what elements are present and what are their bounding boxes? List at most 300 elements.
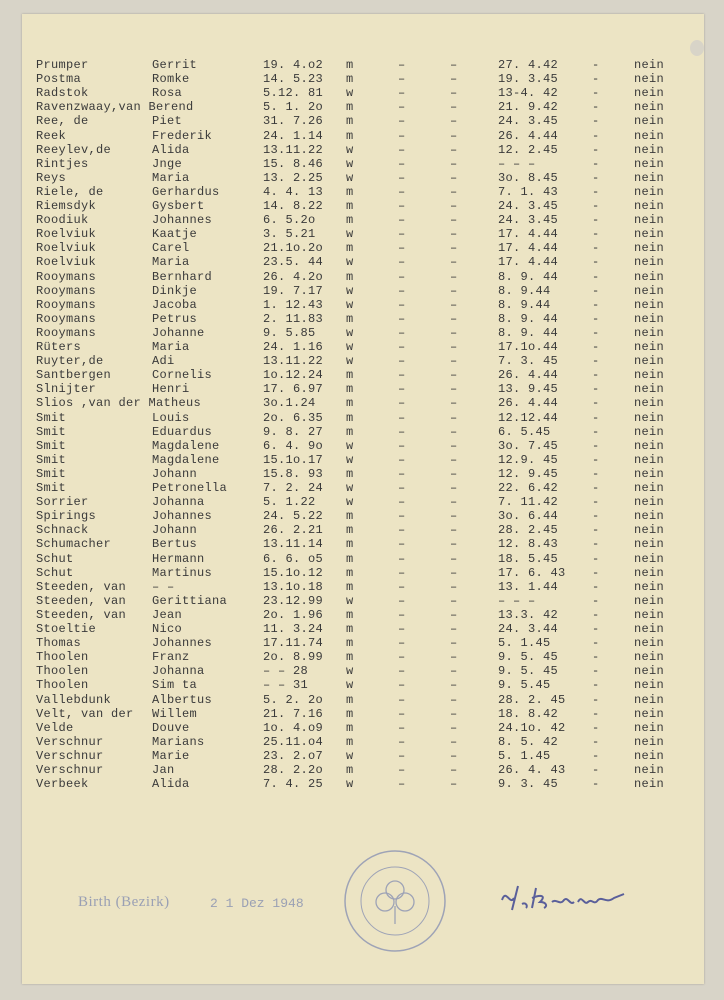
dash-3: - bbox=[592, 495, 600, 510]
event-date: 26. 4.44 bbox=[498, 396, 559, 411]
dash-2: – bbox=[450, 297, 458, 312]
answer: nein bbox=[634, 72, 665, 87]
last-name: Spirings bbox=[36, 509, 97, 524]
event-date: 21. 9.42 bbox=[498, 100, 559, 115]
event-date: 26. 4. 43 bbox=[498, 763, 566, 777]
answer: nein bbox=[634, 622, 665, 636]
sex: m bbox=[346, 396, 354, 411]
table-row bbox=[22, 580, 704, 594]
first-name: Adi bbox=[152, 354, 175, 369]
answer: nein bbox=[634, 664, 665, 679]
dash-2: – bbox=[450, 438, 458, 453]
first-name: Johann bbox=[152, 523, 198, 538]
dash-1: – bbox=[398, 213, 406, 228]
dash-2: – bbox=[450, 650, 458, 665]
table-row bbox=[22, 707, 704, 721]
dash-2: – bbox=[450, 523, 458, 538]
event-date: 12. 9.45 bbox=[498, 466, 559, 481]
first-name: Gerhardus bbox=[152, 184, 220, 199]
dash-3: - bbox=[592, 579, 600, 594]
sex: m bbox=[346, 523, 354, 538]
sex: w bbox=[346, 170, 354, 185]
dash-1: – bbox=[398, 692, 406, 707]
birth-date: 5. 1.22 bbox=[263, 495, 316, 510]
dash-2: – bbox=[450, 692, 458, 707]
sex: m bbox=[346, 410, 354, 425]
dash-1: – bbox=[398, 622, 406, 636]
answer: nein bbox=[634, 763, 665, 777]
last-name: Smit bbox=[36, 481, 67, 495]
dash-1: – bbox=[398, 142, 406, 157]
sex: m bbox=[346, 720, 354, 735]
sex: m bbox=[346, 734, 354, 749]
sex: m bbox=[346, 128, 354, 143]
birth-date: 19. 7.17 bbox=[263, 283, 324, 298]
first-name: Nico bbox=[152, 622, 183, 636]
table-row bbox=[22, 58, 704, 72]
first-name: Magdalene bbox=[152, 452, 220, 467]
answer: nein bbox=[634, 354, 665, 369]
event-date: 8. 9.44 bbox=[498, 297, 551, 312]
event-date: – – – bbox=[498, 593, 536, 608]
event-date: 17. 4.44 bbox=[498, 227, 559, 242]
sex: m bbox=[346, 382, 354, 397]
first-name: Carel bbox=[152, 241, 190, 256]
event-date: 13-4. 42 bbox=[498, 86, 559, 101]
dash-1: – bbox=[398, 368, 406, 383]
sex: w bbox=[346, 495, 354, 510]
table-row bbox=[22, 368, 704, 382]
event-date: 7. 1. 43 bbox=[498, 184, 559, 199]
last-name: Smit bbox=[36, 438, 67, 453]
dash-3: - bbox=[592, 777, 600, 792]
birth-date: 24. 1.16 bbox=[263, 340, 324, 354]
sex: m bbox=[346, 650, 354, 665]
dash-2: – bbox=[450, 142, 458, 157]
answer: nein bbox=[634, 213, 665, 228]
event-date: 13.3. 42 bbox=[498, 607, 559, 622]
birth-date: 13.11.22 bbox=[263, 142, 324, 157]
table-row bbox=[22, 411, 704, 425]
event-date: 12. 8.43 bbox=[498, 537, 559, 552]
birth-date: 1o. 4.o9 bbox=[263, 720, 324, 735]
sex: m bbox=[346, 424, 354, 439]
table-row bbox=[22, 298, 704, 312]
dash-3: - bbox=[592, 664, 600, 679]
dash-3: - bbox=[592, 622, 600, 636]
first-name: Johanna bbox=[152, 495, 205, 510]
dash-2: – bbox=[450, 255, 458, 270]
birth-date: 15.1o.17 bbox=[263, 452, 324, 467]
last-name: Schumacher bbox=[36, 537, 112, 552]
birth-date: – – 28 bbox=[263, 664, 309, 679]
birth-date: 7. 2. 24 bbox=[263, 481, 324, 495]
sex: w bbox=[346, 340, 354, 354]
table-row bbox=[22, 481, 704, 495]
first-name: Romke bbox=[152, 72, 190, 87]
dash-1: – bbox=[398, 720, 406, 735]
event-date: 26. 4.44 bbox=[498, 368, 559, 383]
table-row bbox=[22, 382, 704, 396]
sex: m bbox=[346, 241, 354, 256]
answer: nein bbox=[634, 636, 665, 651]
last-name: Ruyter,de bbox=[36, 354, 104, 369]
dash-2: – bbox=[450, 58, 458, 72]
dash-2: – bbox=[450, 100, 458, 115]
answer: nein bbox=[634, 156, 665, 171]
dash-3: - bbox=[592, 114, 600, 129]
dash-2: – bbox=[450, 509, 458, 524]
answer: nein bbox=[634, 579, 665, 594]
last-name: Rooymans bbox=[36, 269, 97, 284]
dash-3: - bbox=[592, 438, 600, 453]
dash-2: – bbox=[450, 593, 458, 608]
table-row bbox=[22, 72, 704, 86]
first-name: Johanne bbox=[152, 325, 205, 340]
answer: nein bbox=[634, 311, 665, 326]
dash-3: - bbox=[592, 340, 600, 354]
place-stamp: Birth (Bezirk) bbox=[78, 894, 170, 910]
dash-3: - bbox=[592, 692, 600, 707]
answer: nein bbox=[634, 692, 665, 707]
dash-2: – bbox=[450, 396, 458, 411]
birth-date: 14. 8.22 bbox=[263, 199, 324, 213]
birth-date: 26. 2.21 bbox=[263, 523, 324, 538]
birth-date: 5.12. 81 bbox=[263, 86, 324, 101]
first-name: Cornelis bbox=[152, 368, 213, 383]
answer: nein bbox=[634, 283, 665, 298]
event-date: 24. 3.45 bbox=[498, 114, 559, 129]
dash-3: - bbox=[592, 452, 600, 467]
birth-date: 25.11.o4 bbox=[263, 734, 324, 749]
sex: w bbox=[346, 255, 354, 270]
dash-1: – bbox=[398, 255, 406, 270]
table-row bbox=[22, 227, 704, 241]
birth-date: 13. 2.25 bbox=[263, 170, 324, 185]
table-row bbox=[22, 650, 704, 664]
dash-2: – bbox=[450, 410, 458, 425]
sex: w bbox=[346, 297, 354, 312]
sex: m bbox=[346, 184, 354, 199]
birth-date: 4. 4. 13 bbox=[263, 184, 324, 199]
answer: nein bbox=[634, 678, 665, 693]
event-date: 24. 3.45 bbox=[498, 199, 559, 213]
birth-date: 28. 2.2o bbox=[263, 763, 324, 777]
first-name: Alida bbox=[152, 777, 190, 792]
dash-3: - bbox=[592, 142, 600, 157]
event-date: 24.1o. 42 bbox=[498, 720, 566, 735]
event-date: 9. 5.45 bbox=[498, 678, 551, 693]
last-name: Rintjes bbox=[36, 156, 89, 171]
table-row bbox=[22, 495, 704, 509]
table-row bbox=[22, 86, 704, 100]
event-date: 13. 9.45 bbox=[498, 382, 559, 397]
event-date: 9. 5. 45 bbox=[498, 664, 559, 679]
first-name: Kaatje bbox=[152, 227, 198, 242]
sex: m bbox=[346, 622, 354, 636]
table-row bbox=[22, 608, 704, 622]
last-name: Ree, de bbox=[36, 114, 89, 129]
sex: m bbox=[346, 100, 354, 115]
sex: m bbox=[346, 579, 354, 594]
table-row bbox=[22, 721, 704, 735]
answer: nein bbox=[634, 114, 665, 129]
birth-date: 15.1o.12 bbox=[263, 565, 324, 580]
sex: w bbox=[346, 156, 354, 171]
dash-2: – bbox=[450, 481, 458, 495]
last-name: Sorrier bbox=[36, 495, 89, 510]
birth-date: 9. 8. 27 bbox=[263, 424, 324, 439]
dash-2: – bbox=[450, 354, 458, 369]
dash-2: – bbox=[450, 636, 458, 651]
table-row bbox=[22, 664, 704, 678]
answer: nein bbox=[634, 241, 665, 256]
dash-1: – bbox=[398, 297, 406, 312]
dash-3: - bbox=[592, 269, 600, 284]
dash-1: – bbox=[398, 156, 406, 171]
official-seal bbox=[340, 846, 450, 956]
dash-1: – bbox=[398, 340, 406, 354]
dash-3: - bbox=[592, 72, 600, 87]
dash-1: – bbox=[398, 114, 406, 129]
birth-date: 24. 1.14 bbox=[263, 128, 324, 143]
table-row bbox=[22, 171, 704, 185]
dash-3: - bbox=[592, 720, 600, 735]
birth-date: 26. 4.2o bbox=[263, 269, 324, 284]
date-stamp: 2 1 Dez 1948 bbox=[210, 896, 304, 911]
dash-1: – bbox=[398, 636, 406, 651]
table-row bbox=[22, 312, 704, 326]
dash-3: - bbox=[592, 748, 600, 763]
sex: m bbox=[346, 466, 354, 481]
dash-3: - bbox=[592, 424, 600, 439]
first-name: Louis bbox=[152, 410, 190, 425]
dash-2: – bbox=[450, 382, 458, 397]
dash-2: – bbox=[450, 763, 458, 777]
birth-date: 17. 6.97 bbox=[263, 382, 324, 397]
last-name: Smit bbox=[36, 410, 67, 425]
dash-2: – bbox=[450, 748, 458, 763]
sex: w bbox=[346, 593, 354, 608]
answer: nein bbox=[634, 396, 665, 411]
answer: nein bbox=[634, 255, 665, 270]
answer: nein bbox=[634, 424, 665, 439]
first-name: Marie bbox=[152, 748, 190, 763]
table-row bbox=[22, 678, 704, 692]
birth-date: 17.11.74 bbox=[263, 636, 324, 651]
sex: w bbox=[346, 678, 354, 693]
dash-3: - bbox=[592, 311, 600, 326]
dash-2: – bbox=[450, 579, 458, 594]
dash-1: – bbox=[398, 170, 406, 185]
dash-1: – bbox=[398, 734, 406, 749]
birth-date: 6. 5.2o bbox=[263, 213, 316, 228]
answer: nein bbox=[634, 466, 665, 481]
event-date: 17. 4.44 bbox=[498, 241, 559, 256]
dash-1: – bbox=[398, 481, 406, 495]
event-date: 7. 11.42 bbox=[498, 495, 559, 510]
table-row bbox=[22, 143, 704, 157]
dash-3: - bbox=[592, 128, 600, 143]
dash-3: - bbox=[592, 297, 600, 312]
sex: w bbox=[346, 664, 354, 679]
dash-3: - bbox=[592, 565, 600, 580]
event-date: 12.12.44 bbox=[498, 410, 559, 425]
dash-3: - bbox=[592, 551, 600, 566]
last-name: Rüters bbox=[36, 340, 82, 354]
event-date: 8. 9. 44 bbox=[498, 269, 559, 284]
event-date: 28. 2. 45 bbox=[498, 692, 566, 707]
dash-1: – bbox=[398, 396, 406, 411]
table-row bbox=[22, 693, 704, 707]
last-name: Thoolen bbox=[36, 678, 89, 693]
dash-3: - bbox=[592, 156, 600, 171]
last-name: Slnijter bbox=[36, 382, 97, 397]
answer: nein bbox=[634, 720, 665, 735]
birth-date: 11. 3.24 bbox=[263, 622, 324, 636]
dash-1: – bbox=[398, 537, 406, 552]
first-name: Eduardus bbox=[152, 424, 213, 439]
last-name: Riemsdyk bbox=[36, 199, 97, 213]
dash-2: – bbox=[450, 114, 458, 129]
dash-1: – bbox=[398, 509, 406, 524]
dash-3: - bbox=[592, 382, 600, 397]
table-row bbox=[22, 185, 704, 199]
table-row bbox=[22, 425, 704, 439]
answer: nein bbox=[634, 199, 665, 213]
first-name: Johann bbox=[152, 466, 198, 481]
sex: w bbox=[346, 452, 354, 467]
last-name: Smit bbox=[36, 452, 67, 467]
last-name: Roelviuk bbox=[36, 241, 97, 256]
last-name: Roodiuk bbox=[36, 213, 89, 228]
dash-1: – bbox=[398, 452, 406, 467]
dash-3: - bbox=[592, 523, 600, 538]
dash-1: – bbox=[398, 678, 406, 693]
answer: nein bbox=[634, 368, 665, 383]
punch-hole bbox=[690, 40, 704, 56]
event-date: 17. 4.44 bbox=[498, 255, 559, 270]
birth-date: 31. 7.26 bbox=[263, 114, 324, 129]
first-name: Bertus bbox=[152, 537, 198, 552]
table-row bbox=[22, 114, 704, 128]
table-row bbox=[22, 777, 704, 791]
last-name: Radstok bbox=[36, 86, 89, 101]
sex: m bbox=[346, 58, 354, 72]
answer: nein bbox=[634, 269, 665, 284]
sex: m bbox=[346, 565, 354, 580]
dash-1: – bbox=[398, 523, 406, 538]
first-name: Douve bbox=[152, 720, 190, 735]
answer: nein bbox=[634, 481, 665, 495]
birth-date: 19. 4.o2 bbox=[263, 58, 324, 72]
dash-3: - bbox=[592, 481, 600, 495]
dash-3: - bbox=[592, 636, 600, 651]
answer: nein bbox=[634, 410, 665, 425]
birth-date: 6. 4. 9o bbox=[263, 438, 324, 453]
last-name: Verbeek bbox=[36, 777, 89, 792]
last-name: Slios ,van der Matheus bbox=[36, 396, 202, 411]
dash-2: – bbox=[450, 777, 458, 792]
first-name: Johannes bbox=[152, 213, 213, 228]
last-name: Smit bbox=[36, 424, 67, 439]
birth-date: 21.1o.2o bbox=[263, 241, 324, 256]
event-date: 22. 6.42 bbox=[498, 481, 559, 495]
dash-3: - bbox=[592, 678, 600, 693]
first-name: Johanna bbox=[152, 664, 205, 679]
dash-3: - bbox=[592, 650, 600, 665]
first-name: Petronella bbox=[152, 481, 228, 495]
first-name: Jan bbox=[152, 763, 175, 777]
event-date: 18. 8.42 bbox=[498, 706, 559, 721]
first-name: Gerittiana bbox=[152, 593, 228, 608]
table-row bbox=[22, 763, 704, 777]
sex: w bbox=[346, 438, 354, 453]
event-date: 3o. 7.45 bbox=[498, 438, 559, 453]
dash-1: – bbox=[398, 269, 406, 284]
first-name: Piet bbox=[152, 114, 183, 129]
table-row bbox=[22, 340, 704, 354]
sex: w bbox=[346, 142, 354, 157]
event-date: 8. 9. 44 bbox=[498, 325, 559, 340]
dash-2: – bbox=[450, 340, 458, 354]
dash-1: – bbox=[398, 354, 406, 369]
birth-date: 14. 5.23 bbox=[263, 72, 324, 87]
event-date: 3o. 6.44 bbox=[498, 509, 559, 524]
last-name: Rooymans bbox=[36, 297, 97, 312]
event-date: 28. 2.45 bbox=[498, 523, 559, 538]
dash-3: - bbox=[592, 410, 600, 425]
dash-1: – bbox=[398, 748, 406, 763]
event-date: 24. 3.45 bbox=[498, 213, 559, 228]
dash-2: – bbox=[450, 622, 458, 636]
sex: m bbox=[346, 636, 354, 651]
answer: nein bbox=[634, 777, 665, 792]
birth-date: – – 31 bbox=[263, 678, 309, 693]
event-date: 7. 3. 45 bbox=[498, 354, 559, 369]
birth-date: 13.1o.18 bbox=[263, 579, 324, 594]
sex: m bbox=[346, 763, 354, 777]
dash-3: - bbox=[592, 199, 600, 213]
dash-3: - bbox=[592, 368, 600, 383]
last-name: Verschnur bbox=[36, 734, 104, 749]
sex: w bbox=[346, 481, 354, 495]
table-row bbox=[22, 439, 704, 453]
event-date: 9. 3. 45 bbox=[498, 777, 559, 792]
dash-2: – bbox=[450, 227, 458, 242]
event-date: 6. 5.45 bbox=[498, 424, 551, 439]
dash-1: – bbox=[398, 579, 406, 594]
event-date: 26. 4.44 bbox=[498, 128, 559, 143]
dash-1: – bbox=[398, 227, 406, 242]
dash-3: - bbox=[592, 170, 600, 185]
first-name: Franz bbox=[152, 650, 190, 665]
dash-1: – bbox=[398, 438, 406, 453]
last-name: Prumper bbox=[36, 58, 89, 72]
last-name: Rooymans bbox=[36, 311, 97, 326]
first-name: Dinkje bbox=[152, 283, 198, 298]
answer: nein bbox=[634, 734, 665, 749]
last-name: Reeylev,de bbox=[36, 142, 112, 157]
last-name: Schut bbox=[36, 551, 74, 566]
dash-1: – bbox=[398, 650, 406, 665]
birth-date: 23.12.99 bbox=[263, 593, 324, 608]
dash-3: - bbox=[592, 734, 600, 749]
dash-1: – bbox=[398, 607, 406, 622]
last-name: Steeden, van bbox=[36, 579, 127, 594]
birth-date: 2o. 8.99 bbox=[263, 650, 324, 665]
sex: m bbox=[346, 311, 354, 326]
